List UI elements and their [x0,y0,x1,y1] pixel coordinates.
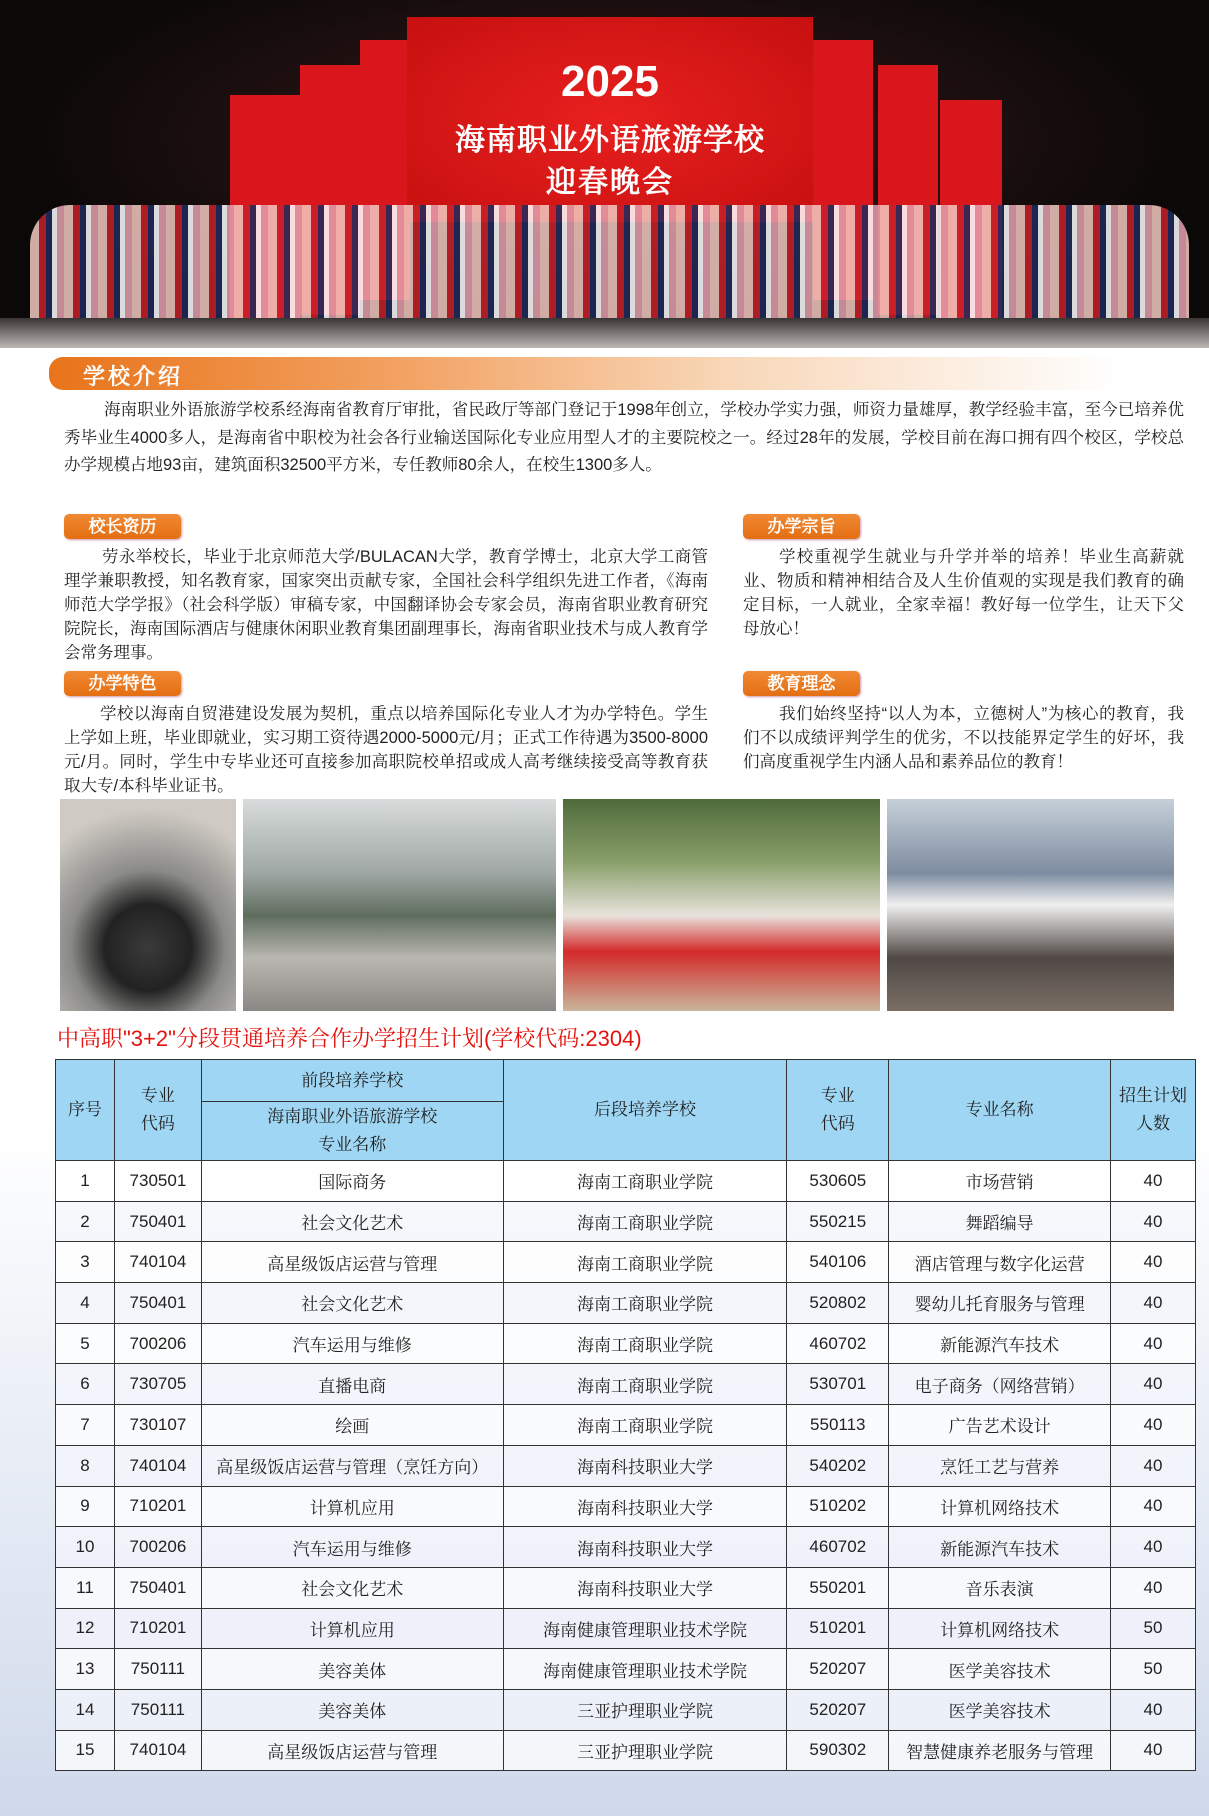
cell-major2: 音乐表演 [889,1567,1111,1608]
cell-no: 13 [56,1649,115,1690]
principal-badge: 校长资历 [64,514,181,539]
table-row [56,1608,1196,1649]
cell-code2: 520207 [787,1689,889,1730]
table-row [56,1283,1196,1324]
cell-quota: 40 [1111,1689,1196,1730]
cell-back-school: 三亚护理职业学院 [503,1730,787,1771]
cell-back-school: 海南科技职业大学 [503,1486,787,1527]
cell-no: 12 [56,1608,115,1649]
cell-code2: 530605 [787,1161,889,1202]
cell-code2: 550201 [787,1567,889,1608]
cell-no: 1 [56,1161,115,1202]
cell-front-major: 高星级饭店运营与管理 [201,1242,503,1283]
stage-screen [407,17,813,222]
table-row [56,1567,1196,1608]
hero-year: 2025 [561,57,659,106]
cell-code: 730501 [114,1161,201,1202]
cell-quota: 40 [1111,1445,1196,1486]
cell-front-major: 汽车运用与维修 [201,1323,503,1364]
cell-front-major: 社会文化艺术 [201,1567,503,1608]
cell-code: 700206 [114,1527,201,1568]
cell-quota: 50 [1111,1608,1196,1649]
cell-front-major: 高星级饭店运营与管理 [201,1730,503,1771]
cell-no: 3 [56,1242,115,1283]
section-title: 学校介绍 [83,364,184,389]
table-row [56,1486,1196,1527]
cell-code: 740104 [114,1730,201,1771]
cell-code: 750111 [114,1689,201,1730]
cell-major2: 计算机网络技术 [889,1608,1111,1649]
features-text: 学校以海南自贸港建设发展为契机，重点以培养国际化专业人才为办学特色。学生上学如上班，毕业即就业，实习期工资待遇2000-5000元/月；正式工作待遇为3500-8000元/月。同时，学生中专毕业还可直接参加高职院校单招或成人高考继续接受高等教育获取大专/本科毕业证书。 [64,705,708,795]
table-row [56,1242,1196,1283]
cell-back-school: 海南工商职业学院 [503,1405,787,1446]
header-code2: 专业代码 [787,1060,889,1161]
cell-code2: 460702 [787,1323,889,1364]
cell-quota: 40 [1111,1405,1196,1446]
cell-back-school: 海南工商职业学院 [503,1242,787,1283]
purpose-text: 学校重视学生就业与升学并举的培养！毕业生高薪就业、物质和精神相结合及人生价值观的实现是我们教育的确定目标，一人就业，全家幸福！教好每一位学生，让天下父母放心！ [743,548,1184,638]
cell-major2: 婴幼儿托育服务与管理 [889,1283,1111,1324]
cell-code2: 530701 [787,1364,889,1405]
cell-code2: 510202 [787,1486,889,1527]
philosophy-text: 我们始终坚持“以人为本，立德树人”为核心的教育，我们不以成绩评判学生的优劣，不以技能界定学生的好坏，我们高度重视学生内涵人品和素养品位的教育！ [743,705,1184,771]
plan-title: 中高职"3+2"分段贯通培养合作办学招生计划(学校代码:2304) [57,1026,642,1051]
table-row [56,1730,1196,1771]
group-photo-crowd [30,205,1189,335]
cell-code: 740104 [114,1445,201,1486]
cell-major2: 新能源汽车技术 [889,1323,1111,1364]
hero-photo [0,0,1209,348]
cell-major2: 计算机网络技术 [889,1486,1111,1527]
header-front-school: 前段培养学校 [201,1060,503,1102]
header-major2: 专业名称 [889,1060,1111,1161]
cell-back-school: 海南工商职业学院 [503,1364,787,1405]
cell-front-major: 高星级饭店运营与管理（烹饪方向） [201,1445,503,1486]
cell-quota: 40 [1111,1201,1196,1242]
cell-major2: 酒店管理与数字化运营 [889,1242,1111,1283]
cell-quota: 40 [1111,1283,1196,1324]
cell-no: 4 [56,1283,115,1324]
table-row [56,1161,1196,1202]
table-row [56,1689,1196,1730]
cell-code: 750401 [114,1567,201,1608]
cell-major2: 医学美容技术 [889,1689,1111,1730]
cell-quota: 40 [1111,1567,1196,1608]
cell-no: 2 [56,1201,115,1242]
cell-major2: 智慧健康养老服务与管理 [889,1730,1111,1771]
cell-front-major: 国际商务 [201,1161,503,1202]
cell-major2: 市场营销 [889,1161,1111,1202]
cell-code2: 510201 [787,1608,889,1649]
cell-major2: 舞蹈编导 [889,1201,1111,1242]
hero-event: 迎春晚会 [546,166,674,199]
cell-quota: 40 [1111,1364,1196,1405]
cell-back-school: 海南工商职业学院 [503,1161,787,1202]
header-no: 序号 [56,1060,115,1161]
cell-code2: 540202 [787,1445,889,1486]
features-badge: 办学特色 [64,671,181,696]
cell-front-major: 社会文化艺术 [201,1201,503,1242]
cell-front-major: 社会文化艺术 [201,1283,503,1324]
table-row [56,1201,1196,1242]
cell-no: 14 [56,1689,115,1730]
cell-code2: 520802 [787,1283,889,1324]
cell-major2: 医学美容技术 [889,1649,1111,1690]
cell-no: 9 [56,1486,115,1527]
header-back-school: 后段培养学校 [503,1060,787,1161]
cell-back-school: 海南科技职业大学 [503,1445,787,1486]
stage-floor [0,318,1209,348]
cell-quota: 40 [1111,1527,1196,1568]
cell-code: 710201 [114,1608,201,1649]
cell-front-major: 绘画 [201,1405,503,1446]
cell-no: 15 [56,1730,115,1771]
principal-text: 劳永举校长，毕业于北京师范大学/BULACAN大学，教育学博士，北京大学工商管理学兼职教授，知名教育家，国家突出贡献专家，全国社会科学组织先进工作者，《海南师范大学学报》（社会科学版）审稿专家，中国翻译协会专家会员，海南省职业教育研究院院长，海南国际酒店与健康休闲职业教育集团副理事长，海南省职业技术与成人教育学会常务理事。 [64,548,708,662]
cell-front-major: 计算机应用 [201,1608,503,1649]
cell-code: 730107 [114,1405,201,1446]
cell-code: 740104 [114,1242,201,1283]
table-row [56,1364,1196,1405]
cell-no: 11 [56,1567,115,1608]
purpose-badge: 办学宗旨 [743,514,860,539]
cell-front-major: 美容美体 [201,1649,503,1690]
header-code: 专业代码 [114,1060,201,1161]
cell-no: 8 [56,1445,115,1486]
cell-code2: 590302 [787,1730,889,1771]
cell-back-school: 海南工商职业学院 [503,1323,787,1364]
cell-front-major: 直播电商 [201,1364,503,1405]
table-row [56,1527,1196,1568]
enrollment-plan-table [55,1059,1196,1771]
photo-cooking [60,799,236,1011]
cell-code2: 550113 [787,1405,889,1446]
cell-code2: 460702 [787,1527,889,1568]
cell-code: 750401 [114,1201,201,1242]
hero-school: 海南职业外语旅游学校 [455,124,765,157]
header-front-school-name: 海南职业外语旅游学校 [267,1107,438,1126]
cell-code: 700206 [114,1323,201,1364]
header-quota: 招生计划人数 [1111,1060,1196,1161]
cell-code2: 540106 [787,1242,889,1283]
intro-text: 海南职业外语旅游学校系经海南省教育厅审批，省民政厅等部门登记于1998年创立，学校办学实力强，师资力量雄厚，教学经验丰富，至今已培养优秀毕业生4000多人，是海南省中职校为社会各行业输送国际化专业应用型人才的主要院校之一。经过28年的发展，学校目前在海口拥有四个校区，学校总办学规模占地93亩，建筑面积32500平方米，专任教师80余人，在校生1300多人。 [64,401,1184,474]
cell-quota: 40 [1111,1730,1196,1771]
photo-outdoor-activity [563,799,880,1011]
cell-code2: 550215 [787,1201,889,1242]
cell-major2: 广告艺术设计 [889,1405,1111,1446]
cell-code2: 520207 [787,1649,889,1690]
table-row [56,1649,1196,1690]
cell-no: 5 [56,1323,115,1364]
photo-kitchen-training [243,799,556,1011]
cell-back-school: 三亚护理职业学院 [503,1689,787,1730]
cell-code: 750111 [114,1649,201,1690]
cell-quota: 50 [1111,1649,1196,1690]
cell-back-school: 海南科技职业大学 [503,1567,787,1608]
table-row [56,1405,1196,1446]
cell-quota: 40 [1111,1323,1196,1364]
philosophy-badge: 教育理念 [743,671,860,696]
cell-code: 750401 [114,1283,201,1324]
cell-code: 710201 [114,1486,201,1527]
table-row [56,1445,1196,1486]
cell-back-school: 海南工商职业学院 [503,1283,787,1324]
cell-quota: 40 [1111,1242,1196,1283]
cell-front-major: 美容美体 [201,1689,503,1730]
cell-quota: 40 [1111,1161,1196,1202]
header-front-major: 专业名称 [318,1135,387,1154]
cell-major2: 新能源汽车技术 [889,1527,1111,1568]
cell-back-school: 海南健康管理职业技术学院 [503,1608,787,1649]
cell-back-school: 海南健康管理职业技术学院 [503,1649,787,1690]
cell-major2: 电子商务（网络营销） [889,1364,1111,1405]
section-header-intro [49,357,1179,390]
cell-code: 730705 [114,1364,201,1405]
cell-back-school: 海南工商职业学院 [503,1201,787,1242]
cell-front-major: 计算机应用 [201,1486,503,1527]
cell-back-school: 海南科技职业大学 [503,1527,787,1568]
cell-no: 6 [56,1364,115,1405]
photo-auto-repair [887,799,1174,1011]
cell-quota: 40 [1111,1486,1196,1527]
cell-no: 10 [56,1527,115,1568]
cell-no: 7 [56,1405,115,1446]
table-row [56,1323,1196,1364]
cell-front-major: 汽车运用与维修 [201,1527,503,1568]
cell-major2: 烹饪工艺与营养 [889,1445,1111,1486]
